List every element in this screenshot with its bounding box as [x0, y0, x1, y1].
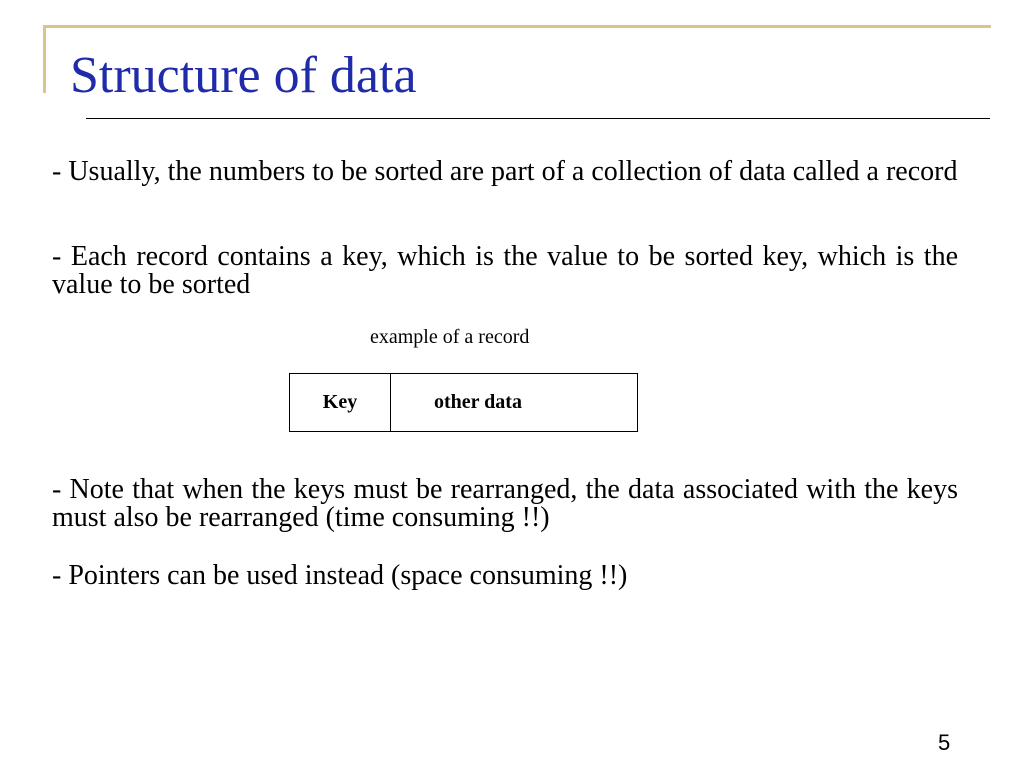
slide-frame-top-line — [43, 25, 991, 28]
paragraph-pointers-note: - Pointers can be used instead (space consuming !!) — [52, 560, 628, 591]
record-diagram — [289, 373, 638, 432]
paragraph-rearrange-note: - Note that when the keys must be rearranged, the data associated with the keys must also be rearranged (time consuming !!) — [52, 474, 958, 533]
record-key-cell: Key — [322, 391, 358, 413]
paragraph-record-definition: - Usually, the numbers to be sorted are part of a collection of data called a record — [52, 156, 958, 187]
paragraph-key-definition: - Each record contains a key, which is the value to be sorted key, which is the value to be sorted — [52, 241, 958, 300]
title-underline — [86, 118, 990, 119]
page-number: 5 — [938, 730, 951, 755]
record-example-caption: example of a record — [370, 326, 530, 348]
slide-title: Structure of data — [70, 47, 417, 104]
slide-frame-left-line — [43, 25, 46, 93]
record-other-data-cell: other data — [434, 391, 522, 413]
